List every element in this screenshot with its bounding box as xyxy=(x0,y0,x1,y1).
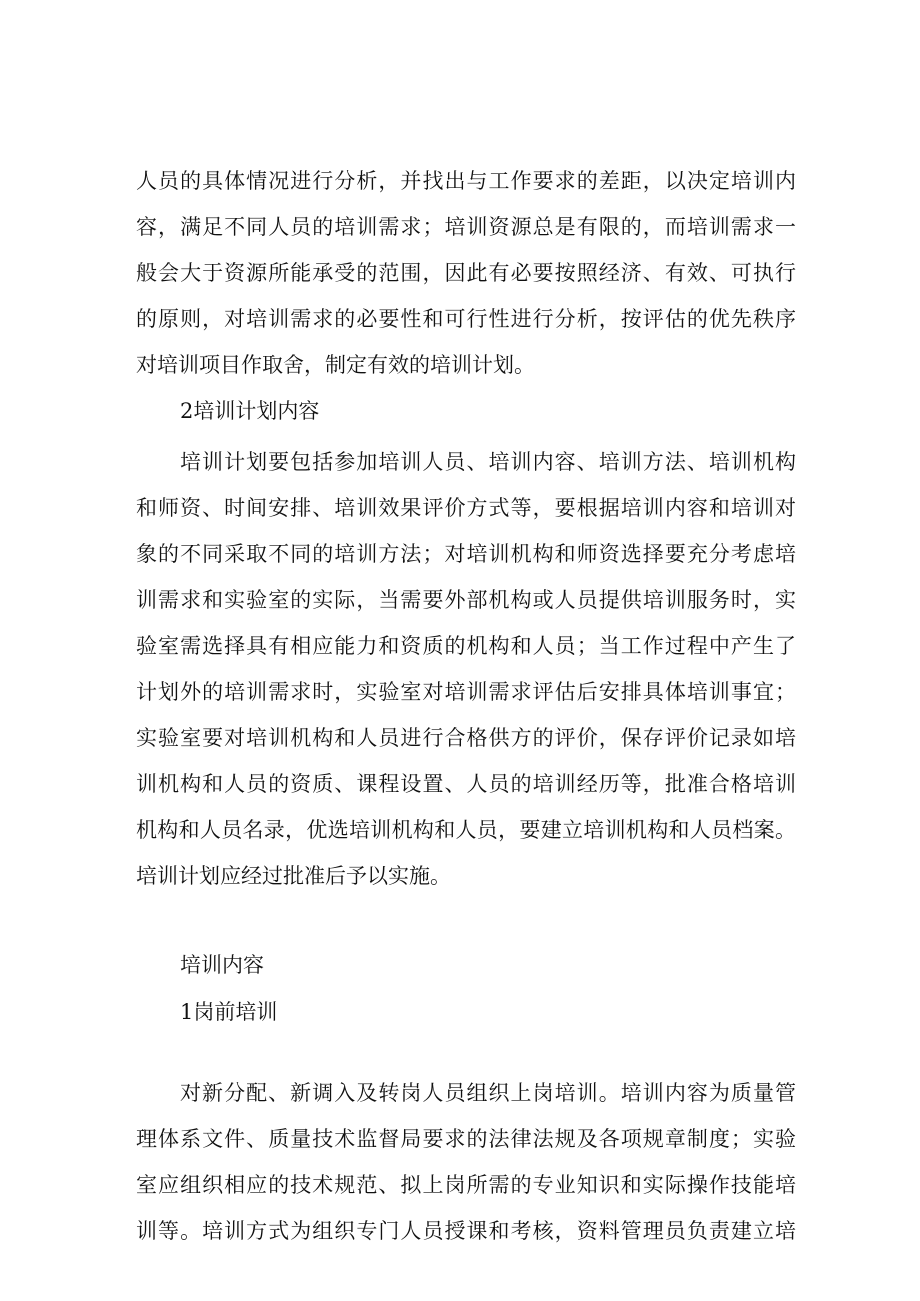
paragraph-line: 验室需选择具有相应能力和资质的机构和人员；当工作过程中产生了 xyxy=(136,634,796,658)
paragraph-line: 训等。培训方式为组织专门人员授课和考核，资料管理员负责建立培 xyxy=(136,1219,796,1243)
section-heading: 培训内容 xyxy=(180,953,264,977)
paragraph-line: 和师资、时间安排、培训效果评价方式等，要根据培训内容和培训对 xyxy=(136,496,796,520)
paragraph-line: 对新分配、新调入及转岗人员组织上岗培训。培训内容为质量管 xyxy=(180,1081,796,1105)
paragraph-line: 培训计划要包括参加培训人员、培训内容、培训方法、培训机构 xyxy=(180,450,796,474)
paragraph-line: 室应组织相应的技术规范、拟上岗所需的专业知识和实际操作技能培 xyxy=(136,1173,796,1197)
paragraph-line: 机构和人员名录，优选培训机构和人员，要建立培训机构和人员档案。 xyxy=(136,818,796,842)
paragraph-line: 般会大于资源所能承受的范围，因此有必要按照经济、有效、可执行 xyxy=(136,261,796,285)
paragraph-line: 实验室要对培训机构和人员进行合格供方的评价，保存评价记录如培 xyxy=(136,726,796,750)
paragraph-line: 培训计划应经过批准后予以实施。 xyxy=(136,864,451,888)
paragraph-line: 理体系文件、质量技术监督局要求的法律法规及各项规章制度；实验 xyxy=(136,1127,796,1151)
paragraph-line: 对培训项目作取舍，制定有效的培训计划。 xyxy=(136,353,535,377)
section-heading: 2培训计划内容 xyxy=(180,399,320,423)
paragraph-line: 训机构和人员的资质、课程设置、人员的培训经历等，批准合格培训 xyxy=(136,772,796,796)
paragraph-line: 训需求和实验室的实际，当需要外部机构或人员提供培训服务时，实 xyxy=(136,588,796,612)
paragraph-line: 计划外的培训需求时，实验室对培训需求评估后安排具体培训事宜； xyxy=(136,680,796,704)
paragraph-line: 的原则，对培训需求的必要性和可行性进行分析，按评估的优先秩序 xyxy=(136,307,796,331)
paragraph-line: 人员的具体情况进行分析，并找出与工作要求的差距，以决定培训内 xyxy=(136,169,796,193)
subsection-heading: 1岗前培训 xyxy=(180,1000,278,1024)
paragraph-line: 象的不同采取不同的培训方法；对培训机构和师资选择要充分考虑培 xyxy=(136,542,796,566)
paragraph-line: 容，满足不同人员的培训需求；培训资源总是有限的，而培训需求一 xyxy=(136,215,796,239)
